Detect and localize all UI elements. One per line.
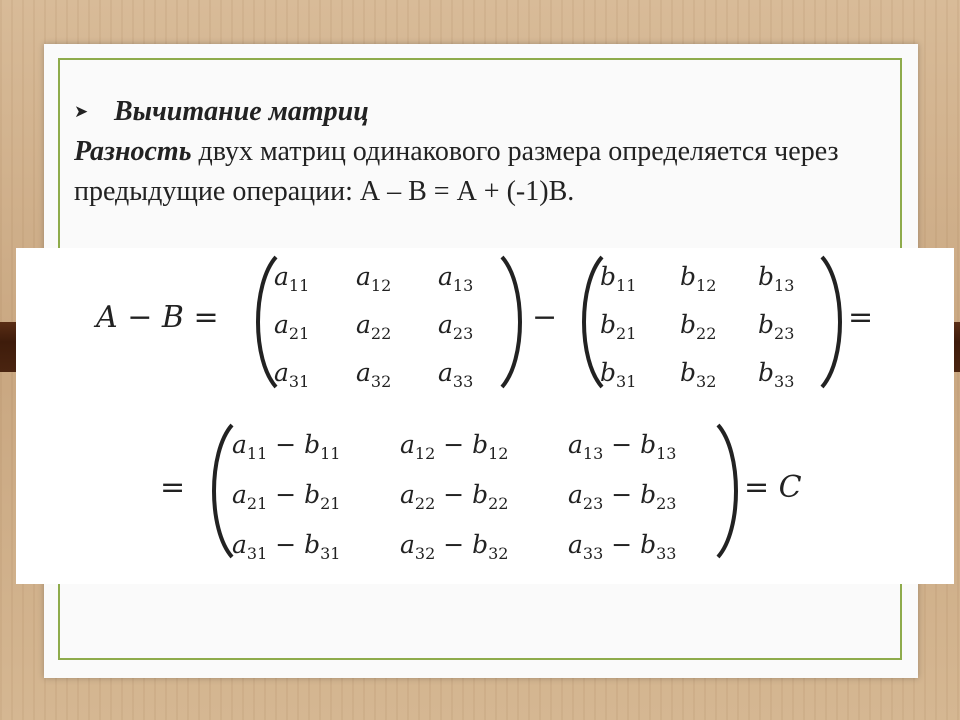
matrix-a-cell: $a_{31}$ xyxy=(274,358,310,391)
matrix-b-cell: $b_{32}$ xyxy=(680,358,717,391)
matrix-b-cell: $b_{23}$ xyxy=(758,310,795,343)
matrix-c-cell: $a_{23} - b_{23}$ xyxy=(568,480,677,513)
equals-sign-2: = xyxy=(160,470,186,505)
matrix-c-cell: $a_{31} - b_{31}$ xyxy=(232,530,341,563)
matrix-a-cell: $a_{32}$ xyxy=(356,358,392,391)
definition-text: двух матриц одинакового размера определяется через предыдущие операции: А – В = А + (-1)В. xyxy=(74,136,839,207)
matrix-c-cell: $a_{21} - b_{21}$ xyxy=(232,480,341,513)
matrix-c-cell: $a_{32} - b_{32}$ xyxy=(400,530,509,563)
matrix-c-cell: $a_{12} - b_{12}$ xyxy=(400,430,509,463)
result-c: = C xyxy=(744,470,802,505)
heading-row xyxy=(74,92,369,132)
matrix-c-cell: $a_{33} - b_{33}$ xyxy=(568,530,677,563)
definition-term: Разность xyxy=(74,136,192,167)
section-title: Вычитание матриц xyxy=(114,96,369,127)
matrix-b-cell: $b_{12}$ xyxy=(680,262,717,295)
equals-sign-1: = xyxy=(848,300,874,335)
matrix-a-cell: $a_{11}$ xyxy=(274,262,310,295)
matrix-c-cell: $a_{22} - b_{22}$ xyxy=(400,480,509,513)
arrow-bullet-icon: ➤ xyxy=(74,102,89,122)
matrix-b-cell: $b_{31}$ xyxy=(600,358,637,391)
definition-paragraph xyxy=(74,132,894,212)
matrix-b-cell: $b_{11}$ xyxy=(600,262,637,295)
matrix-a-cell: $a_{33}$ xyxy=(438,358,474,391)
matrix-b-cell: $b_{33}$ xyxy=(758,358,795,391)
matrix-a-cell: $a_{21}$ xyxy=(274,310,310,343)
matrix-a-cell: $a_{23}$ xyxy=(438,310,474,343)
right-paren-a xyxy=(496,254,532,390)
matrix-a-cell: $a_{12}$ xyxy=(356,262,392,295)
matrix-c-cell: $a_{13} - b_{13}$ xyxy=(568,430,677,463)
matrix-a-cell: $a_{22}$ xyxy=(356,310,392,343)
minus-sign: − xyxy=(532,300,558,335)
matrix-b-cell: $b_{13}$ xyxy=(758,262,795,295)
formula-lhs: A − B = xyxy=(96,300,219,335)
matrix-c-cell: $a_{11} - b_{11}$ xyxy=(232,430,341,463)
right-paren-c xyxy=(712,422,748,560)
right-paren-b xyxy=(816,254,852,390)
matrix-b-cell: $b_{22}$ xyxy=(680,310,717,343)
matrix-b-cell: $b_{21}$ xyxy=(600,310,637,343)
matrix-a-cell: $a_{13}$ xyxy=(438,262,474,295)
formula-box xyxy=(16,248,954,584)
